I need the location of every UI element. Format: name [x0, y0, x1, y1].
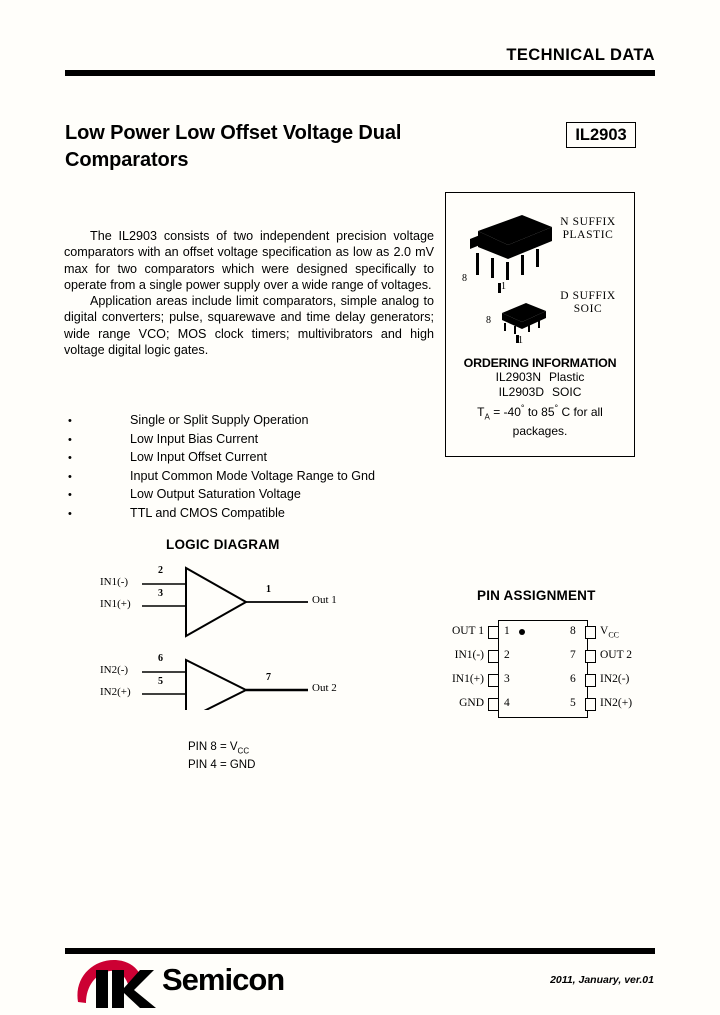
- bullet-icon: •: [68, 470, 72, 483]
- technical-data-heading: TECHNICAL DATA: [506, 46, 655, 64]
- footer-rule: [65, 948, 655, 954]
- pin-label-in1-minus: IN1(-): [454, 649, 484, 661]
- bullet-icon: •: [68, 452, 72, 465]
- temperature-range-note: $T_A = -40^\circ$ to 85° C for all: [477, 403, 603, 422]
- list-item: [64, 505, 454, 524]
- feature-label: Low Output Saturation Voltage: [130, 487, 301, 502]
- logo-wordmark: Semicon: [162, 962, 285, 997]
- order-package: SOIC: [552, 385, 582, 399]
- list-item: [64, 412, 454, 431]
- logic-in1-plus-label: IN1(+): [100, 598, 131, 610]
- list-item: [64, 468, 454, 487]
- chip-lead-left: [488, 698, 499, 711]
- pin1-dot-icon: [519, 629, 525, 635]
- list-item: [64, 449, 454, 468]
- logic-pin-6-label: 6: [158, 653, 163, 664]
- pin-label-in2-minus: IN2(-): [600, 673, 630, 685]
- bullet-icon: •: [68, 489, 72, 502]
- logic-out1-label: Out 1: [312, 594, 337, 606]
- logic-out2-label: Out 2: [312, 682, 337, 694]
- feature-label: Low Input Offset Current: [130, 450, 267, 465]
- part-number-badge: IL2903: [566, 122, 636, 148]
- logic-pin-2-label: 2: [158, 565, 163, 576]
- dip-pin-8-label: 8: [462, 273, 467, 284]
- temperature-range-note-line2: packages.: [512, 424, 568, 439]
- logic-diagram-title: LOGIC DIAGRAM: [166, 537, 280, 552]
- chip-lead-right: [585, 650, 596, 663]
- description-paragraph-2: Application areas include limit comparators, simple analog to digital converters; pulse, squarewave and time delay generators; wide range VCO; MOS clock timers; multivibrators and high voltage digital logic gates.: [64, 294, 434, 358]
- pin-number-7: 7: [570, 649, 576, 661]
- pin-assignment-diagram: [440, 612, 655, 724]
- d-suffix-label: D SUFFIX SOIC: [560, 290, 616, 315]
- pin-number-3: 3: [504, 673, 510, 685]
- feature-label: Single or Split Supply Operation: [130, 413, 309, 427]
- pin-label-in2-plus: IN2(+): [600, 697, 633, 709]
- order-row: [450, 385, 630, 400]
- pin-number-4: 4: [504, 697, 510, 709]
- logic-pin-1-label: 1: [266, 584, 271, 595]
- soic-pin-8-label: 8: [486, 315, 491, 326]
- logic-pin-5-label: 5: [158, 676, 163, 687]
- bullet-icon: •: [68, 433, 72, 446]
- ordering-information-panel: [445, 192, 635, 457]
- pin-number-5: 5: [570, 697, 576, 709]
- ordering-information-title: ORDERING INFORMATION: [463, 356, 617, 370]
- pin-assignment-title: PIN ASSIGNMENT: [477, 588, 596, 603]
- bullet-icon: •: [68, 415, 72, 427]
- n-suffix-label: N SUFFIX PLASTIC: [560, 216, 616, 241]
- feature-label: Low Input Bias Current: [130, 431, 259, 446]
- dip-package-illustration: [460, 209, 556, 295]
- pin-number-6: 6: [570, 673, 576, 685]
- pin-label-in1-plus: IN1(+): [451, 673, 484, 685]
- description-paragraph-1: The IL2903 consists of two independent precision voltage comparators with an offset voltage specification as low as 2.0 mV max for two comparators which were designed specifically to operate from a single power supply over a wide range of voltages.: [64, 229, 434, 292]
- feature-label: TTL and CMOS Compatible: [130, 505, 285, 520]
- pin-label-out2: OUT 2: [600, 649, 633, 661]
- pin-number-1: 1: [504, 625, 510, 637]
- header-rule: [65, 70, 655, 76]
- logic-in1-minus-label: IN1(-): [100, 576, 129, 588]
- chip-lead-right: [585, 626, 596, 639]
- note-pin4: PIN 4 = GND: [188, 759, 256, 772]
- logic-diagram: [100, 560, 380, 710]
- pin-label-vcc: $V_{CC}$: [600, 625, 619, 640]
- pin-label-gnd: GND: [459, 697, 484, 709]
- pin-number-2: 2: [504, 649, 510, 661]
- company-logo: [74, 958, 285, 1010]
- bullet-icon: •: [68, 507, 72, 520]
- chip-lead-left: [488, 674, 499, 687]
- description-block: [64, 228, 434, 358]
- pin-number-8: 8: [570, 625, 576, 637]
- list-item: [64, 486, 454, 505]
- order-part: IL2903D: [498, 385, 545, 399]
- logic-pin-7-label: 7: [266, 672, 271, 683]
- order-part: IL2903N: [495, 370, 542, 384]
- feature-label: Input Common Mode Voltage Range to Gnd: [130, 468, 376, 483]
- chip-lead-right: [585, 674, 596, 687]
- order-row: [450, 370, 630, 385]
- revision-text: 2011, January, ver.01: [550, 974, 654, 986]
- features-list: [64, 412, 454, 524]
- chip-lead-right: [585, 698, 596, 711]
- chip-lead-left: [488, 626, 499, 639]
- dip-pin-1-label: 1: [501, 281, 506, 292]
- logic-pin-3-label: 3: [158, 588, 163, 599]
- pin-label-out1: OUT 1: [451, 625, 484, 637]
- logic-diagram-svg: [100, 560, 380, 710]
- logic-in2-minus-label: IN2(-): [100, 664, 129, 676]
- pin-power-notes: [188, 740, 255, 772]
- order-package: Plastic: [549, 370, 585, 384]
- chip-lead-left: [488, 650, 499, 663]
- page-title: Low Power Low Offset Voltage Dual Comparators: [65, 122, 402, 171]
- logic-in2-plus-label: IN2(+): [100, 686, 131, 698]
- list-item: [64, 431, 454, 450]
- ordering-information-block: [450, 356, 630, 439]
- note-pin8: PIN $8 = V_{CC}$: [188, 741, 250, 756]
- soic-pin-1-label: 1: [518, 335, 523, 346]
